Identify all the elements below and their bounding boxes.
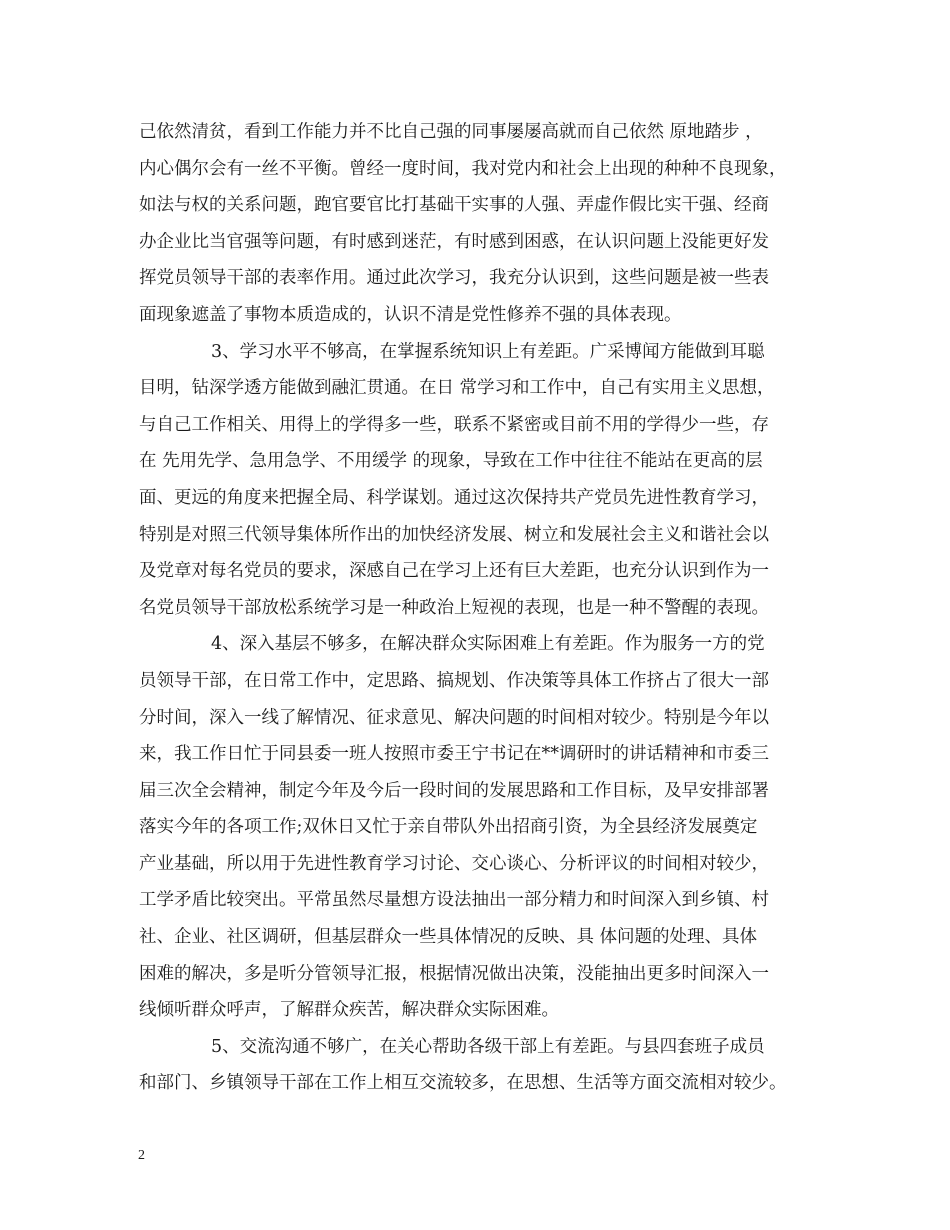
text-line: 5、交流沟通不够广，在关心帮助各级干部上有差距。与县四套班子成员 [211, 1036, 765, 1057]
text-line: 内心偶尔会有一丝不平衡。曾经一度时间，我对党内和社会上出现的种种不良现象， [139, 158, 787, 179]
text-line: 特别是对照三代领导集体所作出的加快经济发展、树立和发展社会主义和谐社会以 [139, 524, 769, 545]
page-number: 2 [138, 1148, 145, 1163]
text-line: 和部门、乡镇领导干部在工作上相互交流较多，在思想、生活等方面交流相对较少。 [139, 1073, 787, 1094]
text-line: 届三次全会精神，制定今年及今后一段时间的发展思路和工作目标，及早安排部署 [139, 780, 769, 801]
text-line: 名党员领导干部放松系统学习是一种政治上短视的表现，也是一种不警醒的表现。 [139, 597, 769, 618]
text-line: 在 先用先学、急用急学、不用缓学 的现象，导致在工作中往往不能站在更高的层 [139, 451, 763, 472]
text-line: 己依然清贫，看到工作能力并不比自己强的同事屡屡高就而自己依然 原地踏步 ， [139, 122, 763, 142]
text-line: 办企业比当官强等问题，有时感到迷茫，有时感到困惑，在认识问题上没能更好发 [139, 231, 769, 252]
text-line: 分时间，深入一线了解情况、征求意见、解决问题的时间相对较少。特别是今年以 [139, 707, 769, 728]
text-line: 挥党员领导干部的表率作用。通过此次学习，我充分认识到，这些问题是被一些表 [139, 268, 769, 289]
text-line: 线倾听群众呼声，了解群众疾苦，解决群众实际困难。 [139, 1000, 559, 1021]
text-line: 及党章对每名党员的要求，深感自己在学习上还有巨大差距，也充分认识到作为一 [139, 561, 769, 582]
text-line: 员领导干部，在日常工作中，定思路、搞规划、作决策等具体工作挤占了很大一部 [139, 670, 769, 691]
text-line: 如法与权的关系问题，跑官要官比打基础干实事的人强、弄虚作假比实干强、经商 [139, 195, 769, 216]
text-line: 面、更远的角度来把握全局、科学谋划。通过这次保持共产党员先进性教育学习， [139, 487, 769, 508]
document-body [139, 114, 829, 1102]
text-line: 来，我工作日忙于同县委一班人按照市委王宁书记在**调研时的讲话精神和市委三 [139, 744, 769, 765]
text-line: 3、学习水平不够高，在掌握系统知识上有差距。广采博闻方能做到耳聪 [211, 341, 765, 362]
text-line: 社、企业、社区调研，但基层群众一些具体情况的反映、具 体问题的处理、具体 [139, 927, 758, 948]
text-line: 工学矛盾比较突出。平常虽然尽量想方设法抽出一部分精力和时间深入到乡镇、村 [139, 890, 769, 911]
text-line: 4、深入基层不够多，在解决群众实际困难上有差距。作为服务一方的党 [211, 634, 765, 655]
text-line: 困难的解决，多是听分管领导汇报，根据情况做出决策，没能抽出更多时间深入一 [139, 963, 769, 984]
text-line: 落实今年的各项工作;双休日又忙于亲自带队外出招商引资，为全县经济发展奠定 [139, 817, 758, 838]
text-line: 面现象遮盖了事物本质造成的，认识不清是党性修养不强的具体表现。 [139, 304, 682, 325]
text-line: 与自己工作相关、用得上的学得多一些，联系不紧密或目前不用的学得少一些，存 [139, 414, 769, 435]
text-line: 产业基础，所以用于先进性教育学习讨论、交心谈心、分析评议的时间相对较少， [139, 853, 769, 874]
text-line: 目明，钻深学透方能做到融汇贯通。在日 常学习和工作中，自己有实用主义思想， [139, 378, 775, 399]
